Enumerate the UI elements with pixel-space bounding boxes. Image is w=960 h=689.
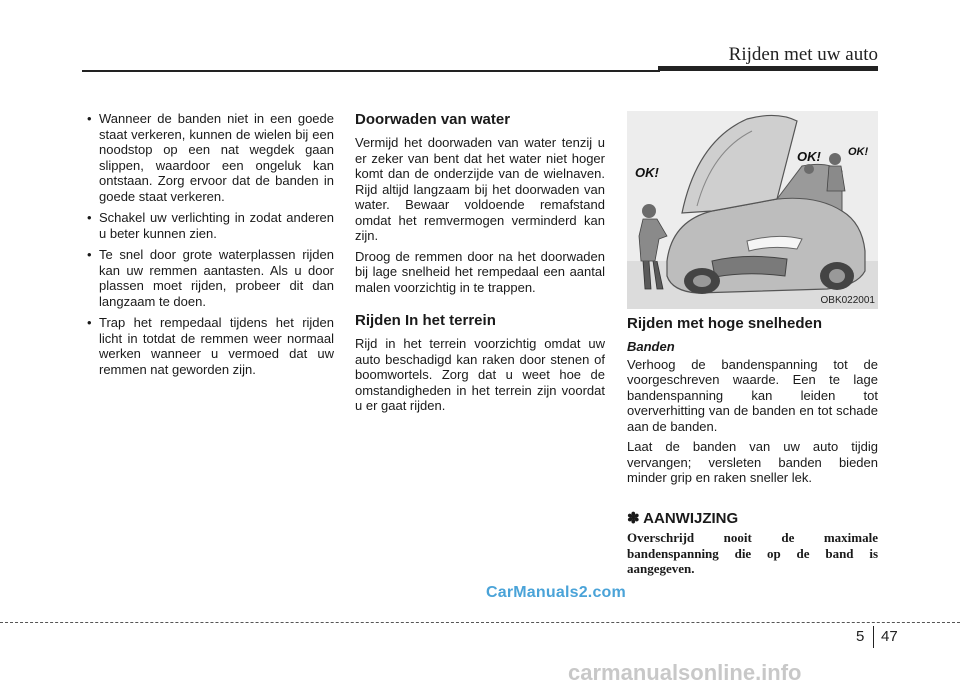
- right-column: [627, 111, 878, 577]
- page-header-title: Rijden met uw auto: [728, 44, 878, 65]
- list-item: • Schakel uw verlichting in zodat anderen u beter kunnen zien.: [84, 210, 334, 241]
- section-number: 5: [856, 628, 865, 645]
- paragraph: Verhoog de bandenspanning tot de voorgeschreven waarde. Een te lage bandenspanning kan leiden tot oververhitting van de banden en tot schade aan de banden.: [627, 356, 878, 434]
- page-number-separator: [873, 626, 874, 648]
- header-rule: [82, 70, 660, 72]
- section-heading-high-speed: Rijden met hoge snelheden: [627, 315, 823, 332]
- bottom-watermark: carmanualsonline.info: [568, 660, 802, 685]
- paragraph: Droog de remmen door na het doorwaden bij lage snelheid het rempedaal een aantal malen voorzichtig in te trappen.: [355, 248, 605, 295]
- note-heading: ✽ AANWIJZING: [627, 509, 739, 527]
- list-item: • Wanneer de banden niet in een goede staat verkeren, kunnen de wielen bij een noodstop op een nat wegdek gaan slippen, waardoor een ongeluk kan ontstaan. Zorg ervoor dat de banden in goede staat verkeren.: [84, 111, 334, 204]
- paragraph: Rijd in het terrein voorzichtig omdat uw auto beschadigd kan raken door stenen of boomwortels. Zorg dat u weet hoe de omstandigheden in het terrein zijn voordat u er gaat rijden.: [355, 336, 605, 413]
- page-number: 47: [881, 628, 898, 645]
- left-column: [84, 111, 334, 383]
- ok-label: OK!: [848, 146, 869, 158]
- paragraph: Vermijd het doorwaden van water tenzij u er zeker van bent dat het water niet hoger komt dan de onderzijde van de wielnaven. Rijd altijd langzaam bij het doorwaden van water. Bewaar voldoende remafstand omdat het remvermogen verminderd kan zijn.: [355, 135, 605, 243]
- ok-label: OK!: [635, 165, 659, 180]
- paragraph: Laat de banden van uw auto tijdig vervangen; versleten banden bieden minder grip en raken sneller lek.: [627, 439, 878, 485]
- car-inspection-illustration: [627, 111, 878, 309]
- note-body: Overschrijd nooit de maximale bandenspanning die op de band is aangegeven.: [627, 530, 878, 576]
- header-rule-accent: [658, 66, 878, 71]
- subheading-tires: Banden: [627, 339, 675, 354]
- safety-bullet-list: [84, 111, 334, 377]
- car-illustration-graphic: [627, 111, 878, 309]
- ok-label: OK!: [797, 149, 821, 164]
- section-heading-terrain: Rijden In het terrein: [355, 312, 496, 329]
- site-watermark: CarManuals2.com: [486, 584, 626, 601]
- figure-code: OBK022001: [820, 294, 875, 306]
- list-item: • Te snel door grote waterplassen rijden kan uw remmen aantasten. Als u door plassen moet rijden, probeer dit dan langzaam te doen.: [84, 247, 334, 309]
- list-item: • Trap het rempedaal tijdens het rijden licht in totdat de remmen weer normaal werken wanneer u vermoed dat uw remmen nat geworden zijn.: [84, 315, 334, 377]
- middle-column: [355, 111, 605, 419]
- section-heading-water: Doorwaden van water: [355, 111, 511, 128]
- footer-rule: [0, 622, 960, 623]
